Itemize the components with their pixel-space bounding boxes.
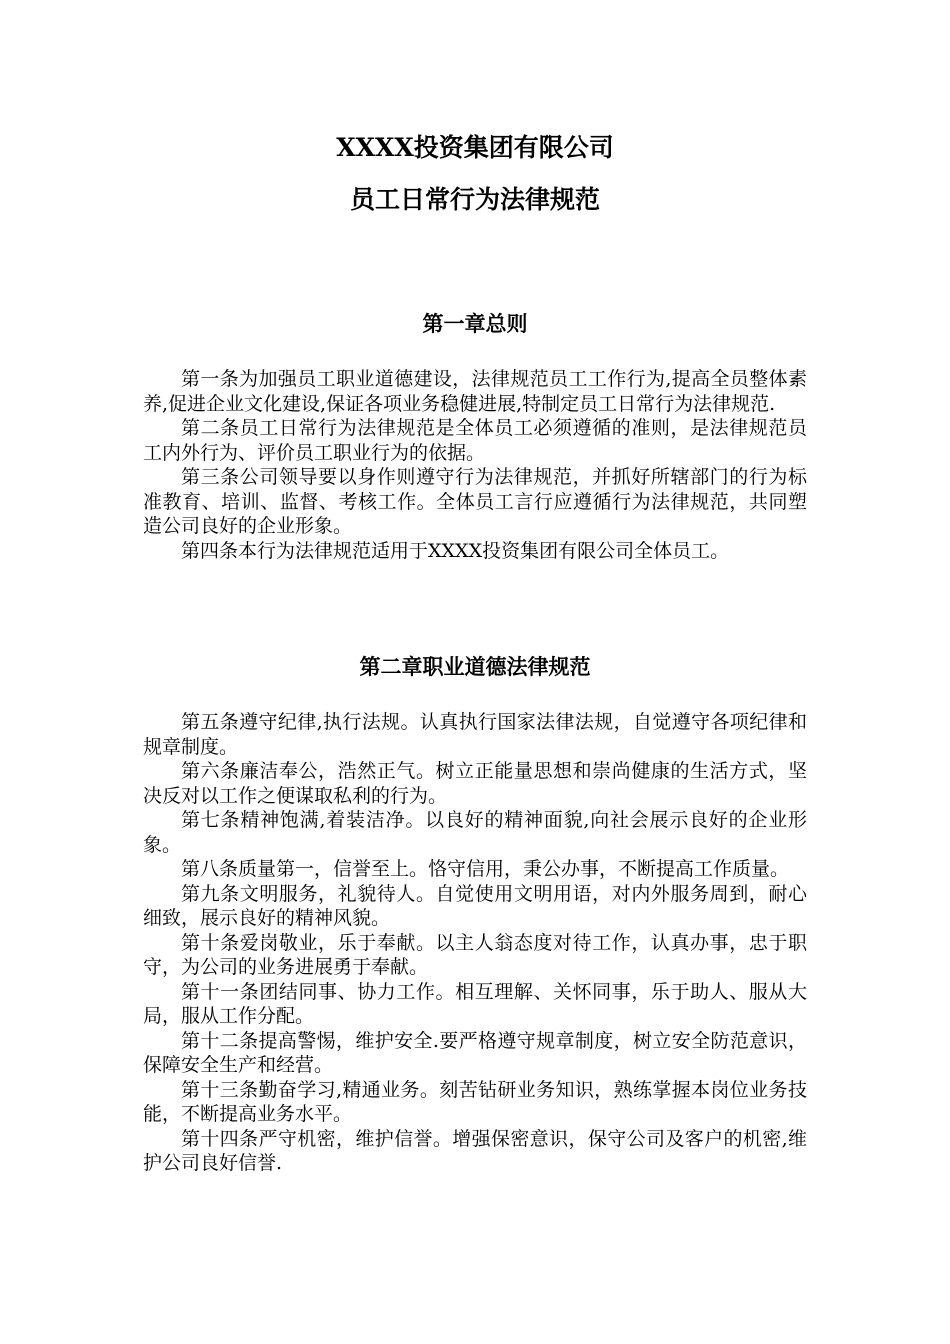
article-2: 第二条员工日常行为法律规范是全体员工必须遵循的准则，是法律规范员工内外行为、评价员工职业行为的依据。 [143, 417, 807, 464]
article-1: 第一条为加强员工职业道德建设，法律规范员工工作行为,提高全员整体素养,促进企业文化建设,保证各项业务稳健进展,特制定员工日常行为法律规范. [143, 368, 807, 415]
article-11: 第十一条团结同事、协力工作。相互理解、关怀同事，乐于助人、服从大局，服从工作分配。 [143, 980, 807, 1027]
article-13: 第十三条勤奋学习,精通业务。刻苦钻研业务知识，熟练掌握本岗位业务技能，不断提高业务水平。 [143, 1078, 807, 1125]
document-title-regulation: 员工日常行为法律规范 [349, 185, 600, 214]
article-7: 第七条精神饱满,着装洁净。以良好的精神面貌,向社会展示良好的企业形象。 [143, 809, 807, 856]
article-6: 第六条廉洁奉公，浩然正气。树立正能量思想和崇尚健康的生活方式，坚决反对以工作之便谋取私利的行为。 [143, 760, 807, 807]
chapter-1-body [143, 367, 807, 563]
chapter-2-body [143, 710, 807, 1176]
article-12: 第十二条提高警惕，维护安全.要严格遵守规章制度，树立安全防范意识，保障安全生产和经营。 [143, 1029, 807, 1076]
article-5: 第五条遵守纪律,执行法规。认真执行国家法律法规，自觉遵守各项纪律和规章制度。 [143, 711, 807, 758]
chapter-1-title: 第一章总则 [422, 311, 528, 336]
article-8: 第八条质量第一，信誉至上。恪守信用，秉公办事，不断提高工作质量。 [181, 858, 790, 880]
article-3: 第三条公司领导要以身作则遵守行为法律规范，并抓好所辖部门的行为标准教育、培训、监督、考核工作。全体员工言行应遵循行为法律规范，共同塑造公司良好的企业形象。 [143, 466, 807, 537]
article-9: 第九条文明服务，礼貌待人。自觉使用文明用语，对内外服务周到，耐心细致，展示良好的精神风貌。 [143, 882, 807, 929]
article-10: 第十条爱岗敬业，乐于奉献。以主人翁态度对待工作，认真办事，忠于职守，为公司的业务进展勇于奉献。 [143, 931, 807, 978]
document-title-company: XXXX投资集团有限公司 [336, 133, 614, 162]
article-4: 第四条本行为法律规范适用于XXXX投资集团有限公司全体员工。 [181, 539, 730, 562]
article-14: 第十四条严守机密，维护信誉。增强保密意识，保守公司及客户的机密,维护公司良好信誉. [143, 1127, 807, 1174]
chapter-2-title: 第二章职业道德法律规范 [359, 654, 591, 679]
